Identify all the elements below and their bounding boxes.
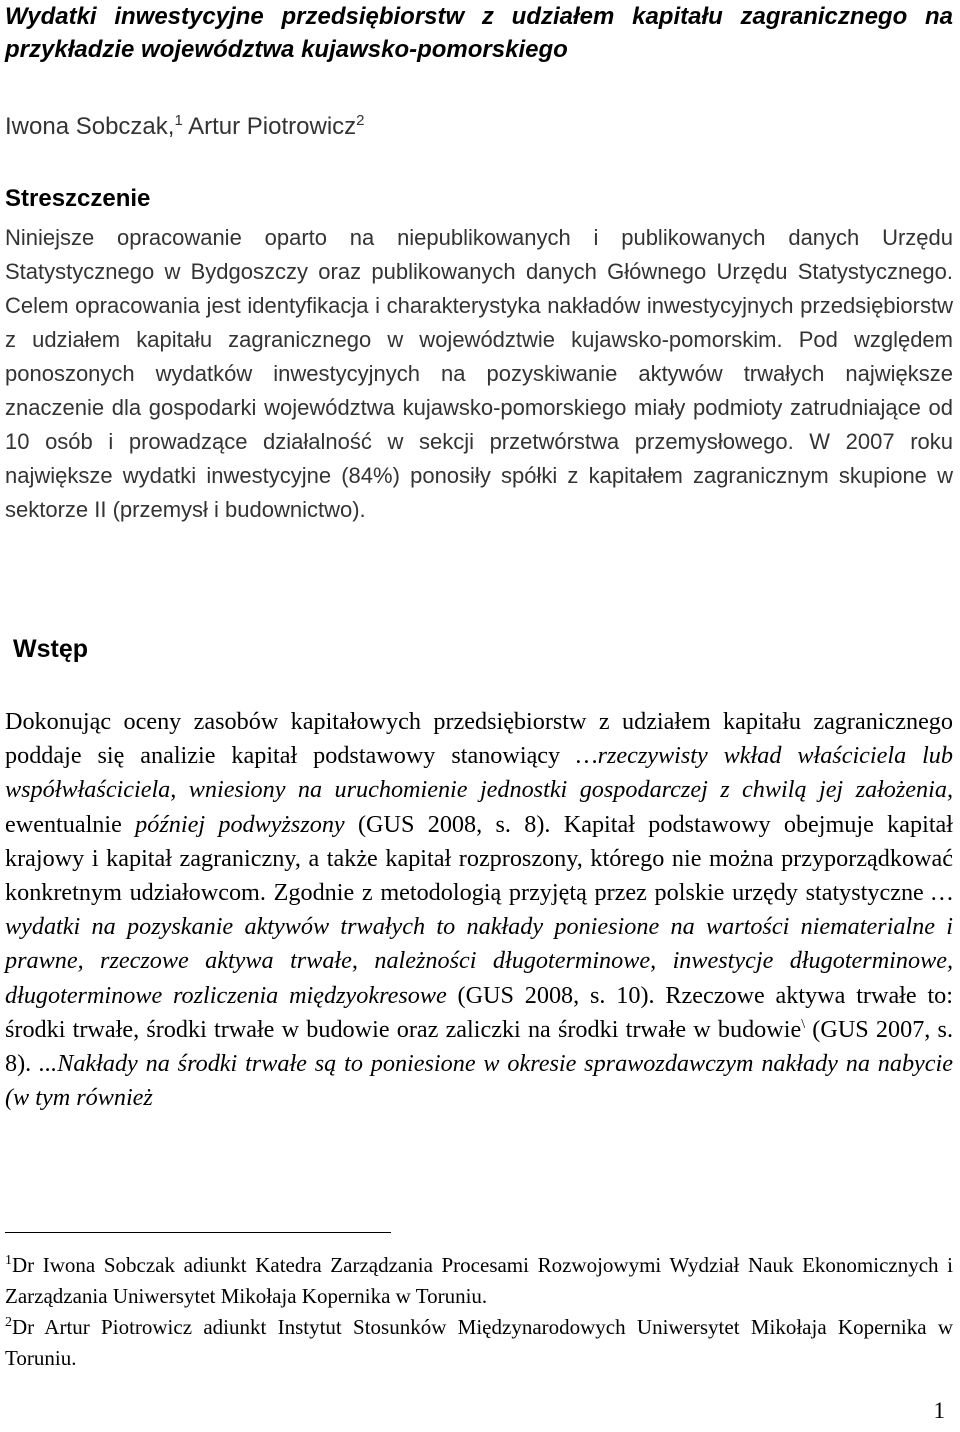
footnote-number: 2 <box>5 1315 12 1330</box>
body-text-segment: Dokonując oceny zasobów kapitałowych przedsiębiorstw z udziałem kapitału zagranicznego poddaje się analizie kapitał podstawowy stanowiący <box>5 708 953 770</box>
quotation: ...Nakłady na środki trwałe są to poniesione w okresie sprawozdawczym nakłady na nabycie (w tym również <box>5 1050 953 1112</box>
footnote-marker[interactable]: 2 <box>356 112 365 129</box>
page-number: 1 <box>933 1398 945 1423</box>
footnote-marker[interactable]: 1 <box>174 112 183 129</box>
abstract-text: Niniejsze opracowanie oparto na niepublikowanych i publikowanych danych Urzędu Statystycznego w Bydgoszczy oraz publikowanych danych Głównego Urzędu Statystycznego. Celem opracowania jest identyfikacja i charakterystyka nakładów inwestycyjnych przedsiębiorstw z udziałem kapitału zagranicznego w województwie kujawsko-pomorskim. Pod względem ponoszonych wydatków inwestycyjnych na pozyskiwanie aktywów trwałych największe znaczenie dla gospodarki województwa kujawsko-pomorskiego miały podmioty zatrudniające od 10 osób i prowadzące działalność w sekcji przetwórstwa przemysłowego. W 2007 roku największe wydatki inwestycyjne (84%) ponosiły spółki z kapitałem zagranicznym skupione w sektorze II (przemysł i budownictwo). <box>5 225 953 522</box>
footnote-number: 1 <box>5 1253 12 1268</box>
body-text-segment: (GUS 2008, s. 10). Rzeczowe aktywa trwałe to: środki trwałe, środki trwałe w budowie oraz zaliczki na środki trwałe w budowie <box>5 981 953 1043</box>
intro-heading: Wstęp <box>13 635 88 663</box>
author-name: Iwona Sobczak, <box>5 113 175 140</box>
footnote-1 <box>5 1250 953 1312</box>
footnote-text: Dr Artur Piotrowicz adiunkt Instytut Stosunków Międzynarodowych Uniwersytet Mikołaja Kopernika w Toruniu. <box>5 1315 953 1370</box>
paper-title: Wydatki inwestycyjne przedsiębiorstw z udziałem kapitału zagranicznego na przykładzie województwa kujawsko-pomorskiego <box>5 3 953 63</box>
quotation: … wydatki na pozyskanie aktywów trwałych to nakłady poniesione na wartości niematerialne i prawne, rzeczowe aktywa trwałe, należności długoterminowe, inwestycje długoterminowe, długoterminowe rozliczenia międzyokresowe <box>5 879 953 1009</box>
quotation: …rzeczywisty wkład właściciela lub współwłaściciela, wniesiony na uruchomienie jednostki gospodarczej z chwilą jej założenia, <box>5 742 953 804</box>
body-text-segment: ewentualnie <box>5 810 136 838</box>
quotation: później podwyższony <box>135 810 345 838</box>
footnote-text: Dr Iwona Sobczak adiunkt Katedra Zarządzania Procesami Rozwojowymi Wydział Nauk Ekonomicznych i Zarządzania Uniwersytet Mikołaja Kopernika w Toruniu. <box>5 1253 953 1308</box>
footnote-separator <box>5 1232 391 1233</box>
footnote-2 <box>5 1312 953 1374</box>
body-text-segment: (GUS 2007, s. 8). <box>5 1015 954 1078</box>
author-name: Artur Piotrowicz <box>188 113 357 140</box>
body-text-segment: (GUS 2008, s. 8). Kapitał podstawowy obejmuje kapitał krajowy i kapitał zagraniczny, a także kapitał rozproszony, którego nie można przyporządkować konkretnym udziałowcom. Zgodnie z metodologią przyjętą przez polskie urzędy statystyczne <box>5 810 953 907</box>
footnotes <box>5 1250 953 1374</box>
intro-paragraph <box>5 705 953 1115</box>
abstract-heading: Streszczenie <box>5 185 151 212</box>
footnote-marker: \ <box>801 1016 806 1032</box>
author-line <box>5 111 365 143</box>
